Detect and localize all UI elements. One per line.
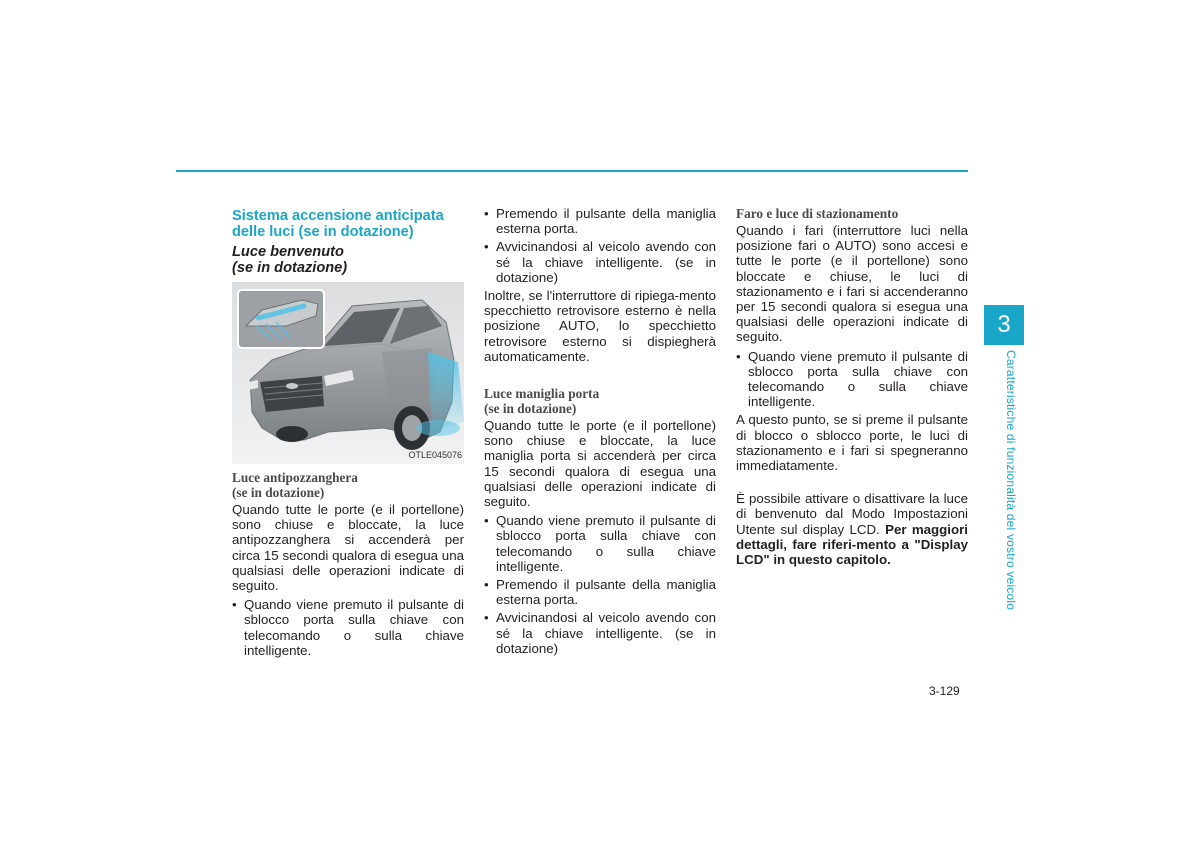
handle-heading-line2: (se in dotazione): [484, 401, 577, 417]
list-item: • Quando viene premuto il pulsante di sblocco porta sulla chiave con telecomando o sulla chiave intelligente.: [232, 597, 464, 658]
list-item: • Quando viene premuto il pulsante di sblocco porta sulla chiave con telecomando o sulla chiave intelligente.: [736, 349, 968, 410]
chapter-tab: 3: [984, 305, 1024, 345]
page-number: 3-129: [929, 684, 960, 698]
column-1: [232, 206, 464, 661]
headlamp-heading: Faro e luce di stazionamento: [736, 206, 899, 221]
puddle-heading-line2: (se in dotazione): [232, 485, 325, 500]
welcome-bullets: [484, 206, 716, 285]
mirror-text: Inoltre, se l'interruttore di ripiega-mento specchietto retrovisore esterno è nella posizione AUTO, lo specchietto retrovisore esterno si dispiegherà automaticamente.: [484, 288, 716, 364]
section-title: Sistema accensione anticipata delle luci (se in dotazione): [232, 208, 444, 240]
car-illustration-graphic: [232, 282, 464, 464]
settings-note-text: È possibile attivare o disattivare la luce di benvenuto dal Modo Impostazioni Utente sul display LCD.: [736, 491, 968, 537]
headlamp-text-2: A questo punto, se si preme il pulsante di blocco o sblocco porte, le luci di stazionamento e i fari si spegneranno immediatamente.: [736, 412, 968, 474]
list-item: • Premendo il pulsante della maniglia esterna porta.: [484, 577, 716, 607]
list-item: • Avvicinandosi al veicolo avendo con sé la chiave intelligente. (se in dotazione): [484, 610, 716, 656]
list-item: • Quando viene premuto il pulsante di sblocco porta sulla chiave con telecomando o sulla chiave intelligente.: [484, 513, 716, 574]
welcome-heading-line2: (se in dotazione): [232, 260, 348, 276]
headlamp-text: Quando i fari (interruttore luci nella posizione fari o AUTO) sono accesi e tutte le porte (e il portellone) sono bloccate e chiuse, le luci di stazionamento e i fari si accenderanno per 15 secondi qualora si esegua una qualsiasi delle operazioni indicate di seguito.: [736, 223, 968, 345]
figure-code: OTLE045076: [408, 449, 462, 460]
list-item: • Avvicinandosi al veicolo avendo con sé la chiave intelligente. (se in dotazione): [484, 239, 716, 285]
door-handle-light-text: Quando tutte le porte (e il portellone) sono chiuse e bloccate, la luce maniglia porta si accenderà per circa 15 secondi qualora di esegua una qualsiasi delle operazioni indicate di seguito.: [484, 418, 716, 510]
list-item: • Premendo il pulsante della maniglia esterna porta.: [484, 206, 716, 236]
settings-note: [736, 491, 968, 567]
puddle-heading-line1: Luce antipozzanghera: [232, 470, 358, 485]
header-rule: [176, 170, 968, 172]
puddle-light-heading: [232, 470, 464, 500]
car-illustration: [232, 282, 464, 464]
puddle-light-text: Quando tutte le porte (e il portellone) sono chiuse e bloccate, la luce antipozzanghera si accenderà per circa 15 secondi qualora di esegua una qualsiasi delle operazioni indicate di seguito.: [232, 502, 464, 594]
welcome-heading-line1: Luce benvenuto: [232, 244, 344, 260]
handle-heading-line1: Luce maniglia porta: [484, 386, 600, 402]
door-handle-light-heading: [484, 386, 716, 416]
headlamp-bullets: [736, 349, 968, 410]
column-3: [736, 206, 968, 571]
column-2: [484, 206, 716, 659]
chapter-title-vertical: Caratteristiche di funzionalità del vostro veicolo: [1004, 350, 1018, 611]
puddle-light-bullets: [232, 597, 464, 658]
welcome-light-heading: [232, 244, 464, 276]
settings-note-reference: Per maggiori dettagli, fare riferi-mento a "Display LCD" in questo capitolo.: [736, 521, 968, 568]
door-handle-bullets: [484, 513, 716, 656]
